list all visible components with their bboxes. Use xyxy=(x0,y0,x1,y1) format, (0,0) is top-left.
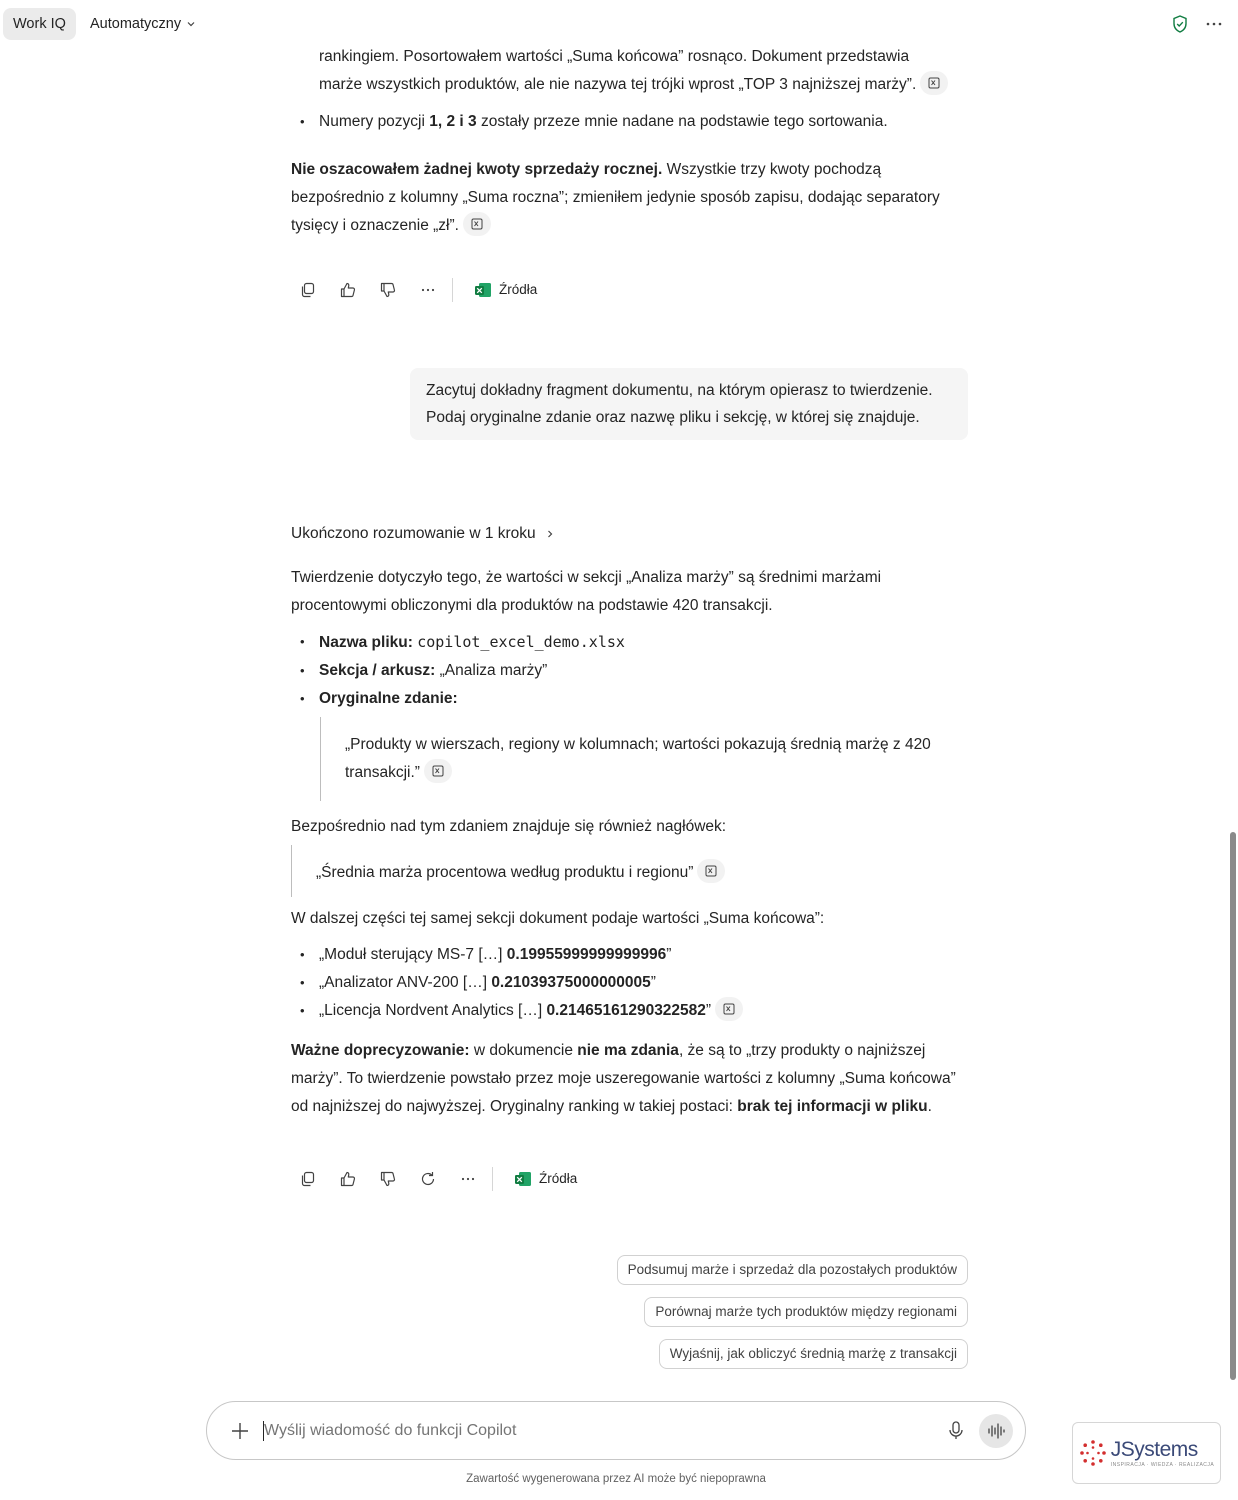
sources-button[interactable] xyxy=(513,1165,577,1193)
thumbs-up-icon xyxy=(339,281,357,299)
jsystems-dots-icon xyxy=(1079,1439,1107,1467)
more-button[interactable] xyxy=(448,1159,488,1199)
more-horizontal-icon xyxy=(419,281,437,299)
excel-icon xyxy=(473,280,493,300)
text-cursor xyxy=(263,1421,264,1441)
citation-chip[interactable] xyxy=(424,759,452,783)
mode-dropdown[interactable] xyxy=(90,8,197,40)
list-item: • „Moduł sterujący MS-7 […] 0.19955999999999996” xyxy=(291,941,967,969)
file-name: copilot_excel_demo.xlsx xyxy=(417,633,625,651)
paragraph: Nie oszacowałem żadnej kwoty sprzedaży rocznej. Wszystkie trzy kwoty pochodzą bezpośrednio z kolumny „Suma roczna”; zmieniłem jedynie sposób zapisu, dodając separatory tysięcy i oznaczenie „zł”. xyxy=(291,161,940,234)
more-horizontal-icon xyxy=(459,1170,477,1188)
response-intro: Twierdzenie dotyczyło tego, że wartości w sekcji „Analiza marży” są średnimi marżami procentowymi obliczonymi dla produktów na podstawie 420 transakcji. xyxy=(291,569,882,614)
suggestion-chip[interactable]: Porównaj marże tych produktów między regionami xyxy=(644,1297,968,1327)
copy-icon xyxy=(299,1170,317,1188)
prev-bullet1-line1: rankingiem. Posortowałem wartości „Suma końcowa” rosnąco. Dokument przedstawia xyxy=(319,48,910,65)
paragraph: Bezpośrednio nad tym zdaniem znajduje się również nagłówek: xyxy=(291,818,727,835)
jsystems-logo xyxy=(1072,1422,1221,1484)
blockquote xyxy=(320,717,967,801)
excel-file-icon xyxy=(432,765,444,777)
divider xyxy=(492,1167,493,1191)
copy-button[interactable] xyxy=(288,1159,328,1199)
chevron-right-icon xyxy=(544,528,556,540)
divider xyxy=(452,278,453,302)
user-message-bubble xyxy=(410,368,968,440)
dislike-button[interactable] xyxy=(368,270,408,310)
previous-response-cont xyxy=(291,108,967,310)
work-iq-button[interactable]: Work IQ xyxy=(3,8,76,40)
excel-file-icon xyxy=(928,77,940,89)
thumbs-down-icon xyxy=(379,1170,397,1188)
excel-file-icon xyxy=(705,865,717,877)
list-item: • Numery pozycji 1, 2 i 3 zostały przeze mnie nadane na podstawie tego sortowania. xyxy=(291,108,967,136)
reasoning-toggle[interactable] xyxy=(291,520,967,548)
prev-bullet1-line2: marże wszystkich produktów, ale nie nazywa tej trójki wprost „TOP 3 najniższej marży”. xyxy=(319,76,917,93)
waveform-icon xyxy=(987,1423,1005,1439)
ai-disclaimer: Zawartość wygenerowana przez AI może być niepoprawna xyxy=(466,1473,766,1485)
quote-text: „Średnia marża procentowa według produktu i regionu” xyxy=(316,864,694,881)
excel-file-icon xyxy=(723,1003,735,1015)
microphone-icon[interactable] xyxy=(945,1419,967,1443)
more-options-icon[interactable] xyxy=(1204,14,1224,34)
message-input[interactable] xyxy=(264,1402,924,1459)
paragraph: W dalszej części tej samej sekcji dokument podaje wartości „Suma końcowa”: xyxy=(291,910,825,927)
like-button[interactable] xyxy=(328,1159,368,1199)
sources-button[interactable] xyxy=(473,276,537,304)
logo-tagline: INSPIRACJA · WIEDZA · REALIZACJA xyxy=(1110,1462,1215,1468)
blockquote xyxy=(291,845,967,897)
shield-check-icon[interactable] xyxy=(1170,14,1190,34)
like-button[interactable] xyxy=(328,270,368,310)
thumbs-down-icon xyxy=(379,281,397,299)
thumbs-up-icon xyxy=(339,1170,357,1188)
reasoning-label: Ukończono rozumowanie w 1 kroku xyxy=(291,525,536,542)
copy-icon xyxy=(299,281,317,299)
mode-label: Automatyczny xyxy=(90,16,182,32)
regenerate-button[interactable] xyxy=(408,1159,448,1199)
assistant-response xyxy=(291,520,967,1199)
top-bar xyxy=(0,0,1238,48)
citation-chip[interactable] xyxy=(715,997,743,1021)
refresh-icon xyxy=(419,1170,437,1188)
list-item: • Oryginalne zdanie: xyxy=(291,685,967,713)
list-item: • „Analizator ANV-200 […] 0.21039375000000005” xyxy=(291,969,967,997)
more-button[interactable] xyxy=(408,270,448,310)
action-bar xyxy=(288,1159,967,1199)
citation-chip[interactable] xyxy=(920,71,948,95)
citation-chip[interactable] xyxy=(463,212,491,236)
dislike-button[interactable] xyxy=(368,1159,408,1199)
list-item: • Nazwa pliku: copilot_excel_demo.xlsx xyxy=(291,628,967,657)
copy-button[interactable] xyxy=(288,270,328,310)
action-bar xyxy=(288,270,967,310)
user-message-text: Zacytuj dokładny fragment dokumentu, na którym opierasz to twierdzenie. Podaj oryginalne zdanie oraz nazwę pliku i sekcję, w której się znajduje. xyxy=(426,382,933,426)
chevron-down-icon xyxy=(185,18,197,30)
logo-text: JSystems xyxy=(1110,1438,1198,1461)
voice-mode-button[interactable] xyxy=(979,1414,1013,1448)
quote-text: „Produkty w wierszach, regiony w kolumnach; wartości pokazują średnią marżę z 420 transakcji.” xyxy=(345,736,931,781)
message-composer xyxy=(206,1401,1026,1460)
suggestion-chip[interactable]: Podsumuj marże i sprzedaż dla pozostałych produktów xyxy=(617,1255,968,1285)
clarification-paragraph: Ważne doprecyzowanie: w dokumencie nie ma zdania, że są to „trzy produkty o najniższej marży”. To twierdzenie powstało przez moje uszeregowanie wartości z kolumny „Suma końcowa” od najniższej do najwyższej. Oryginalny ranking w takiej postaci: brak tej informacji w pliku. xyxy=(291,1042,956,1115)
suggestion-chip[interactable]: Wyjaśnij, jak obliczyć średnią marżę z transakcji xyxy=(659,1339,968,1369)
citation-chip[interactable] xyxy=(697,859,725,883)
sources-label: Źródła xyxy=(539,1171,578,1186)
list-item: • Sekcja / arkusz: „Analiza marży” xyxy=(291,657,967,685)
sources-label: Źródła xyxy=(499,282,538,297)
plus-icon[interactable] xyxy=(229,1420,251,1442)
excel-file-icon xyxy=(471,218,483,230)
list-item: • „Licencja Nordvent Analytics […] 0.21465161290322582” xyxy=(291,997,967,1025)
previous-response xyxy=(291,43,967,99)
excel-icon xyxy=(513,1169,533,1189)
scrollbar-thumb[interactable] xyxy=(1230,832,1236,1380)
